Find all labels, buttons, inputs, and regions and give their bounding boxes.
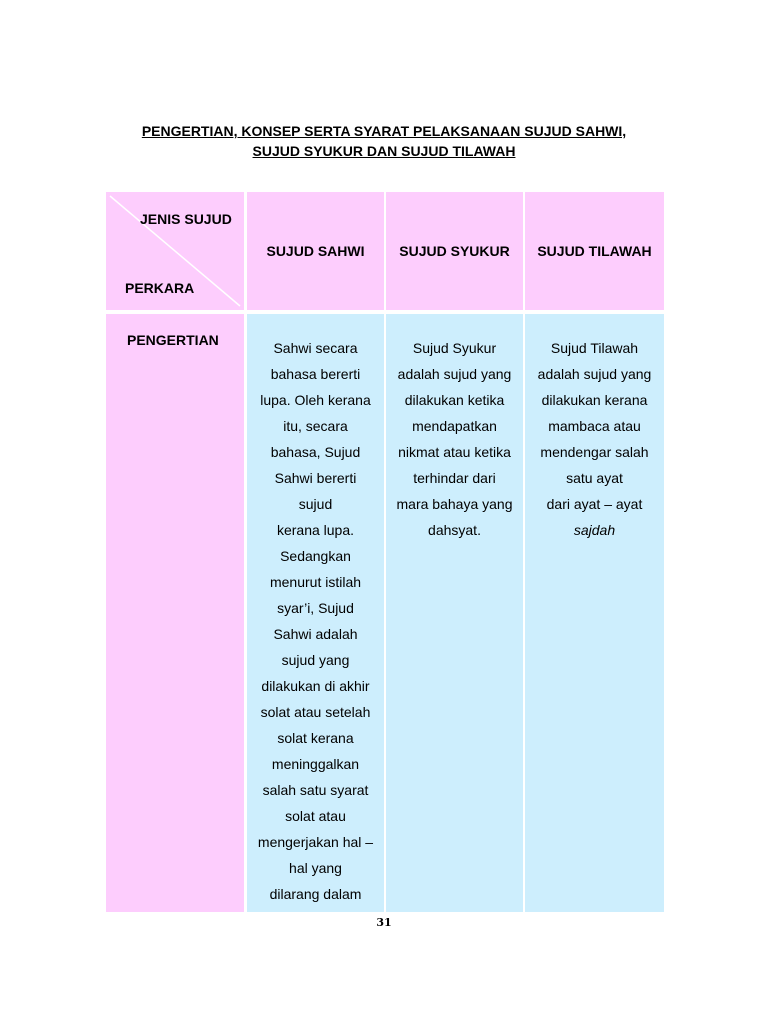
column-header-sujud-syukur	[386, 192, 523, 310]
cell-tilawah-pengertian	[525, 314, 664, 912]
row-label-cell-pengertian	[106, 314, 244, 912]
tilawah-definition-text: Sujud Tilawah adalah sujud yang dilakukan kerana mambaca atau mendengar salah satu ayat dari ayat – ayat	[537, 340, 652, 512]
page-number: 31	[376, 916, 392, 929]
corner-label-perkara: PERKARA	[125, 280, 195, 296]
cell-sahwi-pengertian	[247, 314, 384, 912]
column-header-label: SUJUD SYUKUR	[399, 243, 510, 259]
document-title-line-2: SUJUD SYUKUR DAN SUJUD TILAWAH	[252, 143, 516, 159]
column-header-sujud-tilawah	[525, 192, 664, 310]
column-header-label: SUJUD TILAWAH	[537, 243, 652, 259]
corner-header-cell	[106, 192, 244, 310]
sahwi-definition-text: Sahwi secara bahasa bererti lupa. Oleh kerana itu, secara bahasa, Sujud Sahwi bererti sujud kerana lupa. Sedangkan menurut istilah syar’i, Sujud Sahwi adalah sujud yang dilakukan di akhir solat atau setelah solat kerana meninggalkan salah satu syarat solat atau mengerjakan hal – hal yang dilarang dalam	[257, 340, 374, 902]
corner-label-jenis-sujud: JENIS SUJUD	[140, 211, 232, 227]
document-title-line-1: PENGERTIAN, KONSEP SERTA SYARAT PELAKSANAAN SUJUD SAHWI,	[141, 123, 627, 139]
cell-syukur-pengertian	[386, 314, 523, 912]
column-header-sujud-sahwi	[247, 192, 384, 310]
tilawah-definition-italic: sajdah	[573, 522, 616, 538]
column-header-label: SUJUD SAHWI	[266, 243, 365, 259]
syukur-definition-text: Sujud Syukur adalah sujud yang dilakukan ketika mendapatkan nikmat atau ketika terhindar dari mara bahaya yang dahsyat.	[396, 340, 513, 538]
row-label-pengertian: PENGERTIAN	[127, 332, 219, 348]
